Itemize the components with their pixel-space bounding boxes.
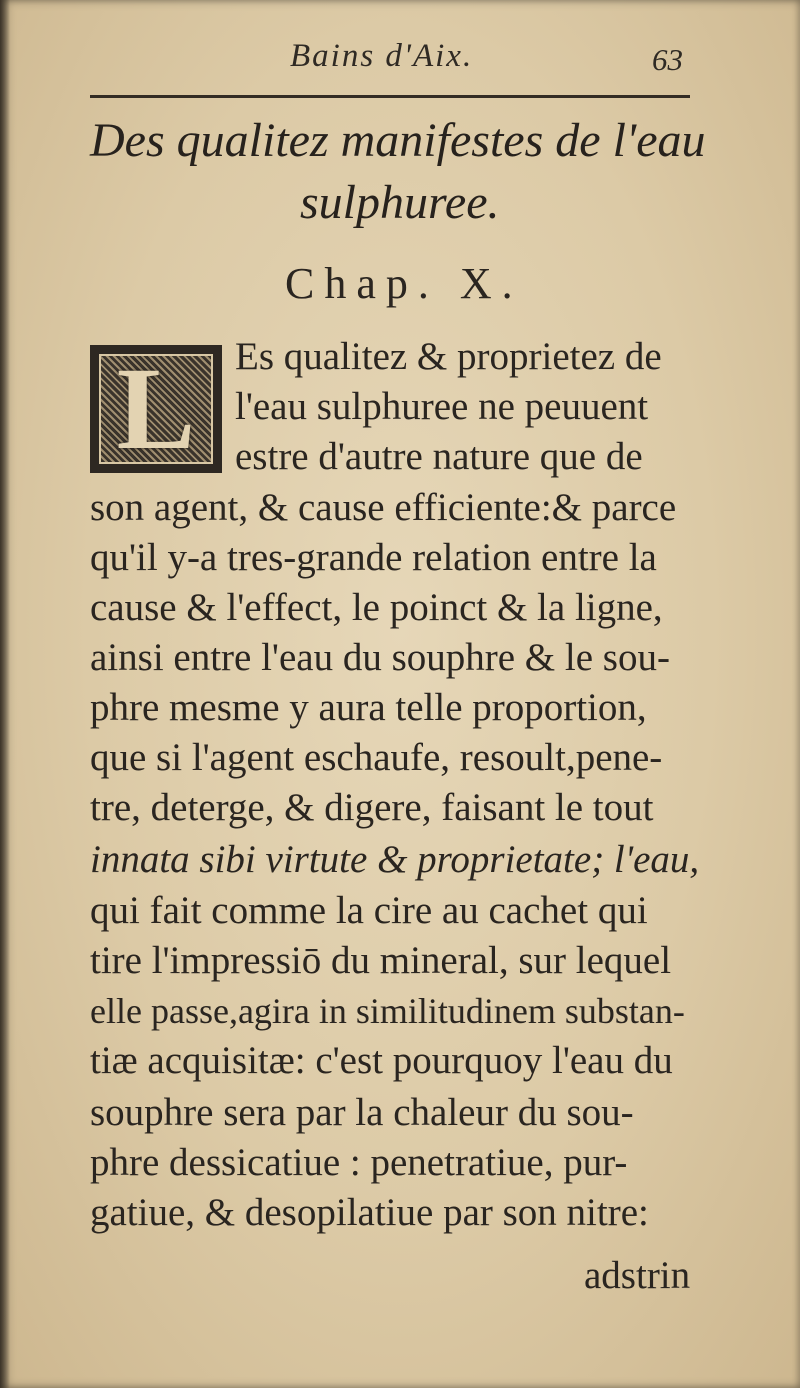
body-line: tre, deterge, & digere, faisant le tout [90,786,654,829]
body-line: son agent, & cause efficiente:& parce [90,486,677,529]
chapter-title [90,110,730,234]
chapter-title-line: Des qualitez manifestes de l'eau [90,114,706,167]
body-line: qu'il y-a tres-grande relation entre la [90,536,657,579]
body-line: phre dessicatiue : penetratiue, pur- [90,1141,628,1184]
running-head [0,38,800,88]
header-rule [90,95,690,98]
body-line: qui fait comme la cire au cachet qui [90,889,648,932]
running-title: Bains d'Aix. [290,38,474,74]
body-line: tire l'impressiō du mineral, sur lequel [90,939,672,982]
body-line: ainsi entre l'eau du souphre & le sou- [90,636,670,679]
page-number: 63 [652,42,683,77]
catchword: adstrin [584,1254,691,1297]
body-line: gatiue, & desopilatiue par son nitre: [90,1191,649,1234]
body-line: l'eau sulphuree ne peuuent [235,385,649,428]
chapter-number: Chap. X. [285,259,523,308]
ornamental-initial [90,345,222,473]
ornamental-initial-letter: L [116,343,196,474]
body-line: tiæ acquisitæ: c'est pourquoy l'eau du [90,1039,673,1082]
body-line: elle passe,agira in similitudinem substan- [90,991,685,1031]
body-line: cause & l'effect, le poinct & la ligne, [90,586,663,629]
body-line: souphre sera par la chaleur du sou- [90,1091,634,1134]
chapter-title-line: sulphuree. [300,176,500,229]
body-line: Es qualitez & proprietez de [235,335,662,378]
body-line: innata sibi virtute & proprietate; l'eau, [90,838,700,881]
body-line: estre d'autre nature que de [235,435,643,478]
body-line: phre mesme y aura telle proportion, [90,686,647,729]
body-line: que si l'agent eschaufe, resoult,pene- [90,736,663,779]
